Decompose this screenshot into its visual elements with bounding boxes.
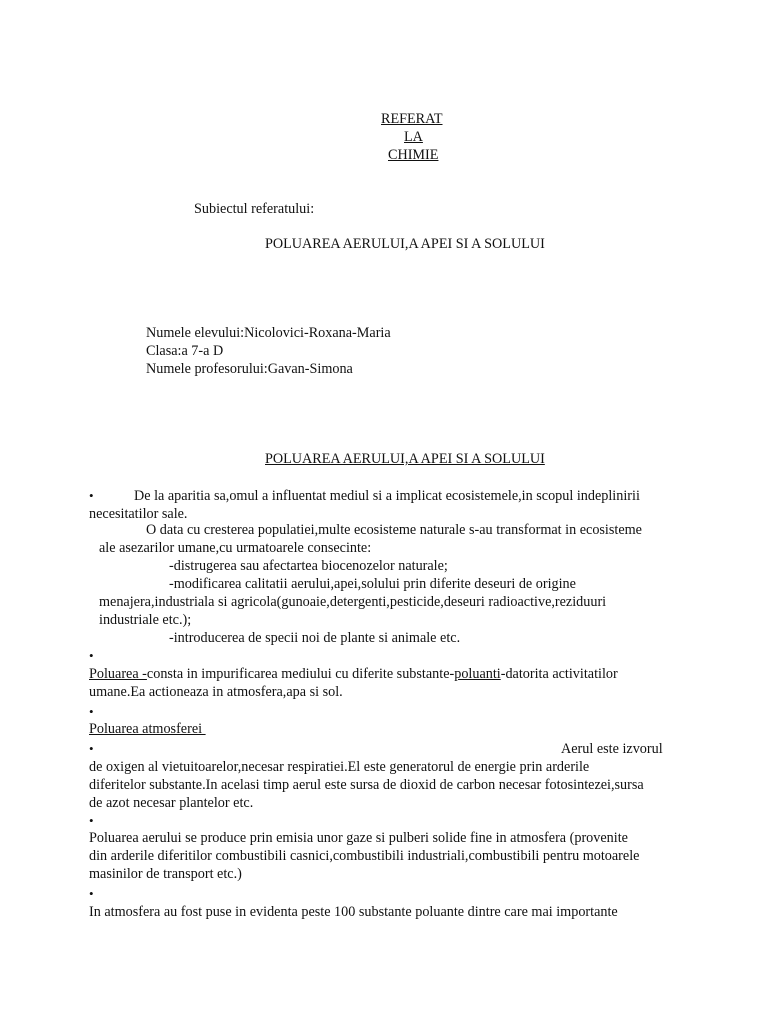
bullet-2: • — [89, 648, 94, 663]
pollution-definition-end: -datorita activitatilor — [500, 666, 618, 682]
air-line4: de azot necesar plantelor etc. — [89, 795, 254, 811]
teacher-name: Numele profesorului:Gavan-Simona — [146, 361, 353, 377]
title-line-3: CHIMIE — [388, 147, 439, 163]
p1-line2: necesitatilor sale. — [89, 506, 188, 522]
production-line3: masinilor de transport etc.) — [89, 866, 242, 882]
p2-line2: ale asezarilor umane,cu urmatoarele consecinte: — [99, 540, 372, 556]
p2-line1: O data cu cresterea populatiei,multe ecosisteme naturale s-au transformat in ecosisteme — [146, 522, 642, 538]
pollution-definition-line1 — [89, 665, 618, 683]
subject-label: Subiectul referatului: — [194, 201, 315, 217]
student-class: Clasa:a 7-a D — [146, 343, 224, 359]
last-line1: In atmosfera au fost puse in evidenta peste 100 substante poluante dintre care mai importante — [89, 904, 618, 920]
title-line-2: LA — [404, 129, 423, 145]
title-line-1: REFERAT — [381, 111, 443, 127]
consequence-2-line3: industriale etc.); — [99, 612, 192, 628]
air-line1: Aerul este izvorul — [561, 741, 663, 757]
production-line1: Poluarea aerului se produce prin emisia unor gaze si pulberi solide fine in atmosfera (provenite — [89, 830, 628, 846]
consequence-1: -distrugerea sau afectartea biocenozelor naturale; — [169, 558, 448, 574]
atmosphere-heading: Poluarea atmosferei — [89, 721, 206, 737]
pollutants-term: poluanti — [454, 666, 501, 682]
bullet-5: • — [89, 813, 94, 828]
bullet-3: • — [89, 704, 94, 719]
bullet-4: • — [89, 741, 94, 756]
pollution-definition-line2: umane.Ea actioneaza in atmosfera,apa si sol. — [89, 684, 343, 700]
consequence-3: -introducerea de specii noi de plante si animale etc. — [169, 630, 461, 646]
consequence-2-line1: -modificarea calitatii aerului,apei,solului prin diferite deseuri de origine — [169, 576, 576, 592]
bullet-6: • — [89, 886, 94, 901]
subject-value: POLUAREA AERULUI,A APEI SI A SOLULUI — [265, 236, 545, 252]
p1-line1: De la aparitia sa,omul a influentat mediul si a implicat ecosistemele,in scopul indeplinirii — [134, 488, 640, 504]
air-line3: diferitelor substante.In acelasi timp aerul este sursa de dioxid de carbon necesar fotosintezei,sursa — [89, 777, 644, 793]
pollution-definition-mid: consta in impurificarea mediului cu diferite substante- — [146, 666, 455, 682]
bullet-1: • — [89, 488, 94, 503]
student-name: Numele elevului:Nicolovici-Roxana-Maria — [146, 325, 391, 341]
production-line2: din arderile diferitilor combustibili casnici,combustibili industriali,combustibili pentru motoarele — [89, 848, 640, 864]
air-line2: de oxigen al vietuitoarelor,necesar respiratiei.El este generatorul de energie prin arderile — [89, 759, 590, 775]
consequence-2-line2: menajera,industriala si agricola(gunoaie,detergenti,pesticide,deseuri radioactive,reziduuri — [99, 594, 607, 610]
section-heading: POLUAREA AERULUI,A APEI SI A SOLULUI — [265, 451, 545, 467]
pollution-term: Poluarea - — [89, 666, 147, 682]
